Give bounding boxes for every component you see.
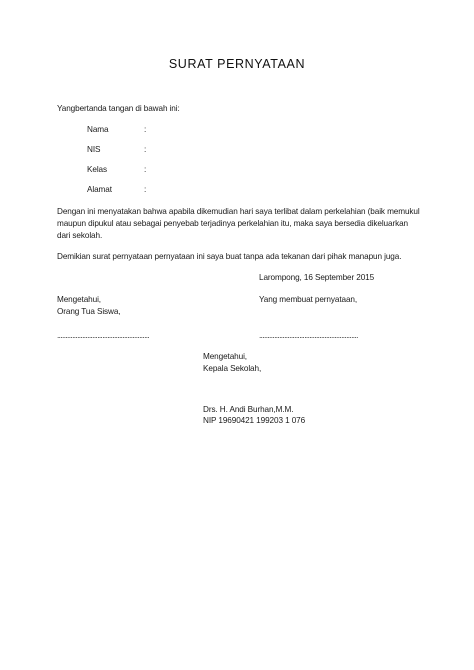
field-label-alamat: Alamat	[87, 185, 112, 194]
principal-title: Kepala Sekolah,	[203, 364, 262, 373]
field-label-nis: NIS	[87, 145, 101, 154]
student-sign-label: Yang membuat pernyataan,	[259, 295, 358, 304]
field-label-nama: Nama	[87, 125, 109, 134]
statement-line-1: Dengan ini menyatakan bahwa apabila dikemudian hari saya terlibat dalam perkelahian (baik memukul	[57, 207, 420, 216]
principal-acknowledge-label: Mengetahui,	[203, 352, 247, 361]
parent-acknowledge-label: Mengetahui,	[57, 295, 101, 304]
statement-line-2: maupun dipukul atau sebagai penyebab terjadinya perkelahian itu, maka saya bersedia dikeluarkan	[57, 219, 408, 228]
parent-title: Orang Tua Siswa,	[57, 307, 121, 316]
field-colon-nama: :	[144, 125, 147, 134]
principal-name: Drs. H. Andi Burhan,M.M.	[203, 405, 294, 414]
place-date: Larompong, 16 September 2015	[259, 273, 375, 282]
closing-text: Demikian surat pernyataan pernyataan ini saya buat tanpa ada tekanan dari pihak manapun juga.	[57, 252, 402, 261]
student-signature-line: ...........................................................	[259, 331, 358, 340]
principal-nip: NIP 19690421 199203 1 076	[203, 416, 306, 425]
field-colon-alamat: :	[144, 185, 147, 194]
field-label-kelas: Kelas	[87, 165, 107, 174]
document-title: SURAT PERNYATAAN	[168, 57, 306, 71]
field-colon-nis: :	[144, 145, 147, 154]
intro-text: Yangbertanda tangan di bawah ini:	[57, 104, 180, 113]
statement-line-3: dari sekolah.	[57, 231, 103, 240]
field-colon-kelas: :	[144, 165, 147, 174]
parent-signature-line: .......................................................	[57, 331, 150, 340]
